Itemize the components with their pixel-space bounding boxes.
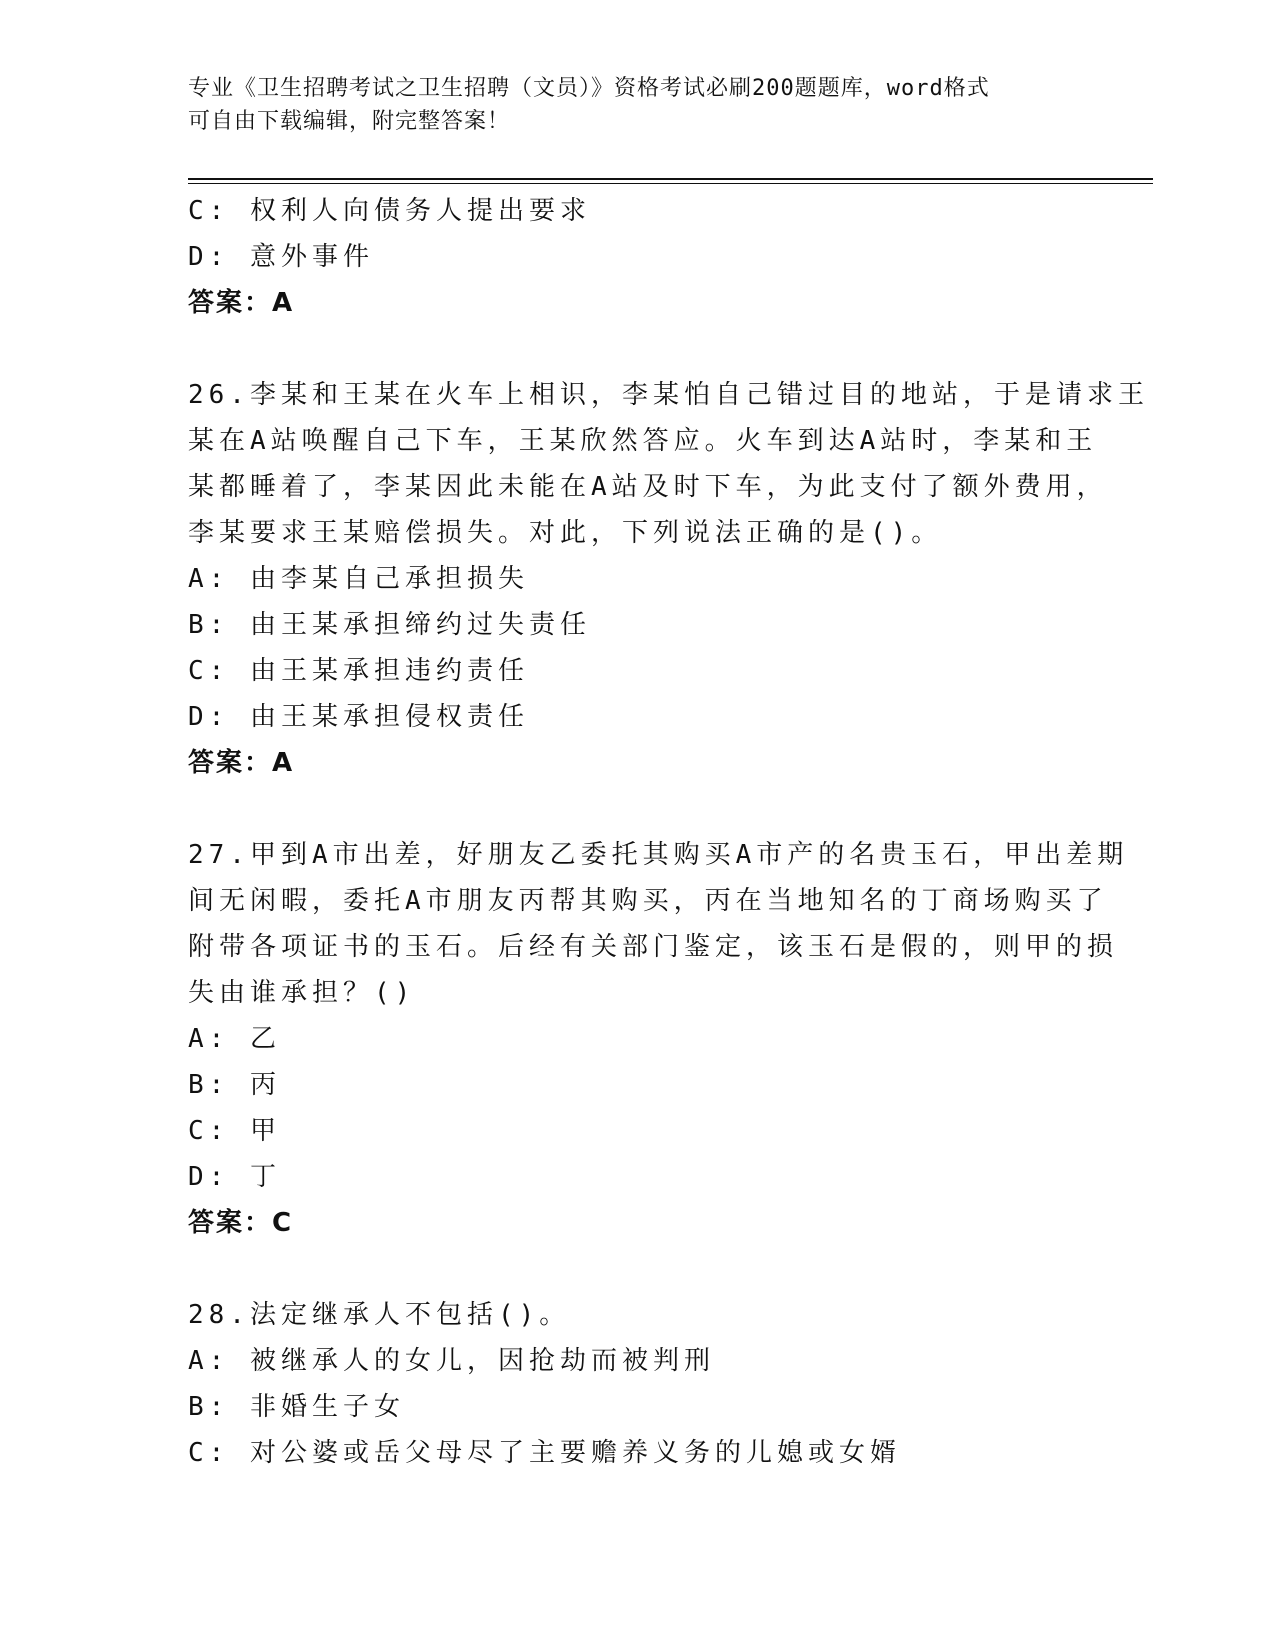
option-line: C: 对公婆或岳父母尽了主要赡养义务的儿媳或女婿 [188, 1438, 901, 1468]
document-body [188, 188, 1149, 1476]
answer-line: 答案：C [188, 1208, 294, 1238]
header-line-1: 专业《卫生招聘考试之卫生招聘（文员）》资格考试必刷200题题库，word格式 [188, 76, 990, 101]
spacer [188, 786, 1088, 832]
question-stem-line: 附带各项证书的玉石。后经有关部门鉴定，该玉石是假的，则甲的损 [188, 932, 1119, 962]
option-line: B: 丙 [188, 1070, 281, 1100]
header-line-2: 可自由下载编辑，附完整答案！ [188, 109, 511, 134]
option-line: D: 丁 [188, 1162, 281, 1192]
question-block-26 [188, 372, 1149, 786]
question-stem-line: 失由谁承担？() [188, 978, 416, 1008]
option-line: A: 被继承人的女儿，因抢劫而被判刑 [188, 1346, 715, 1376]
question-stem-line: 某在A站唤醒自己下车，王某欣然答应。火车到达A站时，李某和王 [188, 426, 1098, 456]
document-header [188, 72, 1088, 138]
option-line: C: 权利人向债务人提出要求 [188, 196, 591, 226]
option-line: A: 乙 [188, 1024, 281, 1054]
answer-line: 答案：A [188, 748, 295, 778]
question-block-28 [188, 1292, 1088, 1476]
question-block-27 [188, 832, 1129, 1246]
question-stem-line: 27.甲到A市出差，好朋友乙委托其购买A市产的名贵玉石，甲出差期 [188, 840, 1129, 870]
spacer [188, 1246, 1088, 1292]
option-line: C: 由王某承担违约责任 [188, 656, 529, 686]
option-line: A: 由李某自己承担损失 [188, 564, 529, 594]
option-line: B: 由王某承担缔约过失责任 [188, 610, 591, 640]
spacer [188, 326, 1088, 372]
header-divider-thin [188, 183, 1153, 184]
option-line: B: 非婚生子女 [188, 1392, 405, 1422]
option-line: C: 甲 [188, 1116, 281, 1146]
question-stem-line: 26.李某和王某在火车上相识，李某怕自己错过目的地站，于是请求王 [188, 380, 1149, 410]
option-line: D: 由王某承担侵权责任 [188, 702, 529, 732]
question-stem-line: 某都睡着了，李某因此未能在A站及时下车，为此支付了额外费用， [188, 472, 1108, 502]
header-divider-thick [188, 178, 1153, 180]
answer-line: 答案：A [188, 288, 295, 318]
option-line: D: 意外事件 [188, 242, 374, 272]
question-stem-line: 28.法定继承人不包括()。 [188, 1300, 571, 1330]
question-stem-line: 间无闲暇，委托A市朋友丙帮其购买，丙在当地知名的丁商场购买了 [188, 886, 1108, 916]
question-stem-line: 李某要求王某赔偿损失。对此，下列说法正确的是()。 [188, 518, 943, 548]
question-block-25-tail [188, 188, 1088, 326]
